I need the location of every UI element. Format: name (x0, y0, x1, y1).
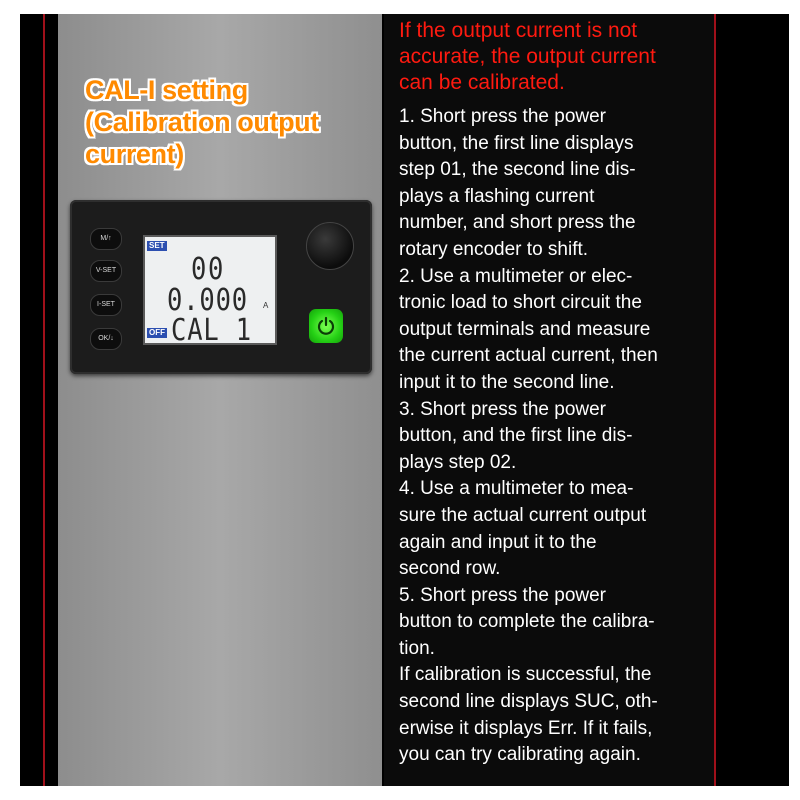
instructions-heading (399, 18, 699, 96)
v-set-button[interactable]: V-SET (90, 260, 122, 282)
set-badge: SET (149, 241, 165, 250)
instruction-line: step 01, the second line dis- (399, 159, 636, 181)
instruction-line: erwise it displays Err. If it fails, (399, 717, 653, 739)
instruction-line: button to complete the calibra- (399, 611, 655, 633)
lcd-unit: A (263, 301, 269, 310)
instruction-line: input it to the second line. (399, 371, 615, 393)
ok-down-button[interactable]: OK/↓ (90, 328, 122, 350)
instruction-line: button, the first line displays (399, 132, 634, 154)
right-red-divider (714, 14, 716, 786)
instruction-line: second line displays SUC, oth- (399, 691, 658, 713)
title-line: CAL-I setting (85, 75, 248, 105)
mode-up-button[interactable]: M/↑ (90, 228, 122, 250)
cal-i-title (85, 74, 375, 170)
heading-line: can be calibrated. (399, 71, 565, 94)
instruction-line: plays a flashing current (399, 185, 595, 207)
instruction-line: plays step 02. (399, 451, 517, 473)
instruction-line: 5. Short press the power (399, 584, 606, 606)
lcd-display (143, 235, 277, 348)
left-red-divider (43, 14, 45, 786)
instruction-line: tion. (399, 637, 435, 659)
lcd-line-step: 00 (191, 252, 226, 287)
instruction-line: second row. (399, 558, 501, 580)
instruction-line: again and input it to the (399, 531, 597, 553)
i-set-button[interactable]: I-SET (90, 294, 122, 316)
instruction-line: output terminals and measure (399, 318, 651, 340)
instruction-line: 4. Use a multimeter to mea- (399, 478, 634, 500)
instruction-line: 1. Short press the power (399, 106, 606, 127)
power-button-icon (316, 316, 336, 336)
instruction-line: the current actual current, then (399, 345, 658, 367)
lcd-line-current: 0.000 (167, 283, 249, 318)
instruction-line: 2. Use a multimeter or elec- (399, 265, 633, 287)
rotary-encoder-knob-icon[interactable] (306, 222, 354, 270)
instructions-body (399, 104, 704, 769)
power-module-device (70, 200, 372, 374)
instruction-line: rotary encoder to shift. (399, 238, 589, 260)
instruction-line: sure the actual current output (399, 504, 647, 526)
off-badge: OFF (149, 328, 165, 337)
heading-line: accurate, the output current (399, 45, 656, 68)
heading-line: If the output current is not (399, 19, 638, 42)
instruction-line: 3. Short press the power (399, 398, 606, 420)
title-line: current) (85, 139, 184, 169)
instruction-line: you can try calibrating again. (399, 744, 641, 766)
instruction-line: number, and short press the (399, 212, 636, 234)
instruction-line: button, and the first line dis- (399, 425, 633, 447)
title-line: (Calibration output (85, 107, 319, 137)
instruction-line: tronic load to short circuit the (399, 292, 642, 314)
instruction-line: If calibration is successful, the (399, 664, 652, 686)
lcd-line-mode: CAL 1 (171, 313, 253, 348)
